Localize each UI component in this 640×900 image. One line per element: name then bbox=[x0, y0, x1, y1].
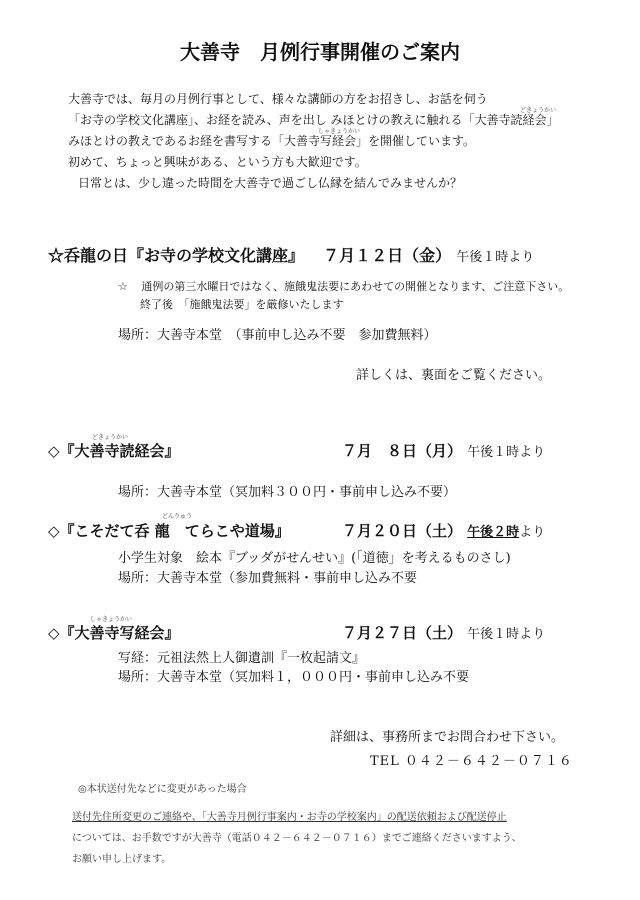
intro-line-5: 日常とは、少し違った時間を大善寺で過ごし仏縁を結んでみませんか？ bbox=[78, 176, 463, 190]
event4-date: ７月２７日（土） bbox=[342, 624, 463, 642]
event3-desc: 小学生対象 絵本『ブッダがせんせい』(「道徳」を考えるものさし) bbox=[118, 551, 511, 566]
event2-ruby: どきょうかい bbox=[92, 434, 129, 441]
contact-line: 詳細は、事務所までお問合わせ下さい。 bbox=[330, 730, 565, 745]
event4-datetime bbox=[342, 622, 545, 643]
intro-ruby-dokyo: どきょうかい bbox=[520, 107, 557, 114]
event1-time: 午後１時より bbox=[456, 250, 535, 265]
event4-ruby: しゃきょうかい bbox=[90, 616, 133, 623]
event1-details: 詳しくは、裏面をご覧ください。 bbox=[356, 368, 552, 383]
event4-time: 午後１時より bbox=[467, 627, 546, 642]
note-mark: ☆ bbox=[118, 280, 128, 293]
intro-line-3: みほとけの教えであるお経を書写する「大善寺写経会」を開催しています。 bbox=[68, 134, 476, 148]
event1-place: 場所：大善寺本堂 （事前申し込み不要 参加費無料） bbox=[118, 328, 437, 343]
footer-line-2: については、お手数ですが大善寺（電話０４２－６４２－０７１６）までご連絡くださいますよう、 bbox=[72, 833, 522, 844]
footer-line-1: 送付先住所変更のご連絡や、「大善寺月例行事案内・お寺の学校案内」の配送依頼および配送停止 bbox=[72, 812, 507, 823]
event1-note-1: ☆ 通例の第三水曜日ではなく、施餓鬼法要にあわせての開催となります、ご注意下さい。 bbox=[118, 280, 570, 293]
intro-line-1: 大善寺では、毎月の月例行事として、様々な講師の方をお招きし、お話を伺う bbox=[68, 92, 488, 106]
page-title: 大善寺 月例行事開催のご案内 bbox=[180, 40, 460, 64]
event4-desc: 写経：元祖法然上人御遺訓『一枚起請文』 bbox=[118, 651, 366, 666]
event1-heading bbox=[48, 243, 534, 266]
event3-ruby: どんりゅう bbox=[162, 513, 193, 520]
event4-title: ◇『大善寺写経会』 bbox=[48, 624, 180, 642]
intro-line-2: 「お寺の学校文化講座」、お経を読み、声を出し みほとけの教えに触れる「大善寺読経会」 bbox=[68, 113, 559, 127]
event1-note-2: 終了後 「施餓鬼法要」を厳修いたします bbox=[140, 298, 344, 311]
event3-place: 場所：大善寺本堂（参加費無料・事前申し込み不要 bbox=[118, 571, 418, 586]
event3-date: ７月２０日（土） bbox=[342, 522, 463, 540]
event2-time: 午後１時より bbox=[467, 445, 546, 460]
event3-datetime: ７月２０日（土） 午後２時より bbox=[342, 522, 546, 540]
footer-heading: ◎本状送付先などに変更があった場合 bbox=[78, 784, 247, 795]
event2-date: ７月 ８日（月） bbox=[342, 442, 463, 460]
intro-line-4: 初めて、ちょっと興味がある、という方も大歓迎です。 bbox=[68, 155, 367, 169]
event1-date: ７月１２日（金） bbox=[323, 246, 452, 265]
event1-title: ☆呑龍の日『お寺の学校文化講座』 bbox=[48, 246, 305, 265]
event3-title: ◇『こそだて呑 龍 てらこや道場』 bbox=[48, 522, 290, 540]
footer-line-3: お願い申し上げます。 bbox=[72, 854, 172, 865]
event2-title: ◇『大善寺読経会』 bbox=[48, 442, 180, 460]
event3-time: 午後２時 bbox=[467, 525, 520, 540]
contact-tel: TEL ０４２－６４２－０７１６ bbox=[370, 754, 573, 769]
intro-ruby-shakyo: しゃきょうかい bbox=[318, 128, 361, 135]
event4-place: 場所：大善寺本堂（冥加料１，０００円・事前申し込み不要 bbox=[118, 670, 470, 685]
event2-datetime bbox=[342, 440, 545, 461]
event2-place: 場所：大善寺本堂（冥加料３００円・事前申し込み不要） bbox=[118, 485, 457, 500]
